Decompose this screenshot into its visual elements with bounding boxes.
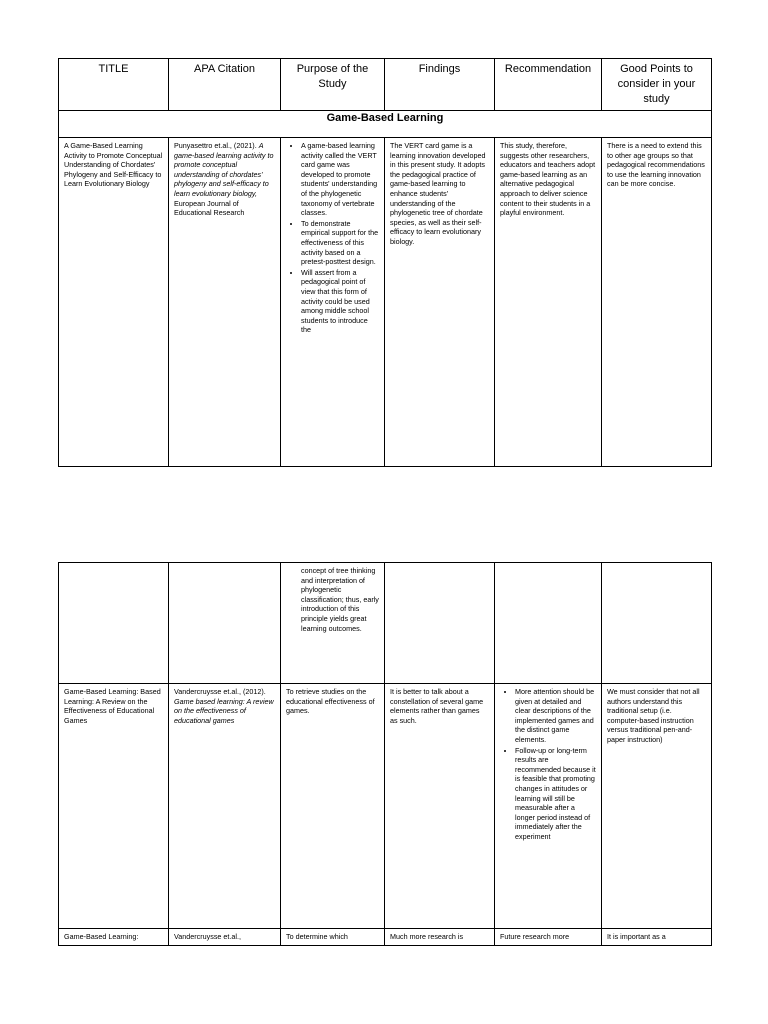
list-item: • To demonstrate empirical support for the effectiveness of this activity based on a pretest-posttest design. (301, 219, 379, 267)
row1-citation (169, 138, 281, 467)
table-row (59, 563, 712, 684)
table-row (59, 684, 712, 929)
row1-cont-good-points (602, 563, 712, 684)
row1-findings: The VERT card game is a learning innovation developed in this present study. It adopts the pedagogical practice of game-based learning to enhance students' understanding of the phylogenetic tree of chordate species, as well as their self-efficacy to learn evolutionary biology. (385, 138, 495, 467)
list-item: • Follow-up or long-term results are recommended because it is feasible that promoting changes in attitudes or learning will still be measurable after a longer period instead of immediately after the experiment (515, 746, 596, 842)
row1-title: A Game-Based Learning Activity to Promote Conceptual Understanding of Chordates' Phylogeny and Self-Efficacy to Learn Evolutionary Biology (59, 138, 169, 467)
header-recommendation: Recommendation (495, 59, 602, 111)
row2-good-points: We must consider that not all authors understand this traditional setup (i.e. computer-based instruction versus traditional pen-and-paper instruction) (602, 684, 712, 929)
row1-citation-journal: European Journal of Educational Research (174, 198, 245, 218)
list-item: • More attention should be given at detailed and clear descriptions of the implemented games and the distinct game elements. (515, 687, 596, 745)
row1-purpose-list (286, 141, 379, 335)
row2-recommendation-list (500, 687, 596, 842)
header-purpose: Purpose of the Study (281, 59, 385, 111)
row2-citation (169, 684, 281, 929)
header-title: TITLE (59, 59, 169, 111)
header-good-points: Good Points to consider in your study (602, 59, 712, 111)
row2-citation-author: Vandercruysse et.al., (2012). (174, 687, 266, 696)
table-row (59, 138, 712, 467)
row1-recommendation: This study, therefore, suggests other researchers, educators and teachers adopt game-based learning as an alternative pedagogical approach to deliver science content to their students in a playful environment. (495, 138, 602, 467)
row2-purpose: To retrieve studies on the educational effectiveness of games. (281, 684, 385, 929)
row1-cont-findings (385, 563, 495, 684)
row1-citation-author: Punyasettro et.al., (2021). (174, 141, 257, 150)
header-apa-citation: APA Citation (169, 59, 281, 111)
list-item: • A game-based learning activity called the VERT card game was developed to promote students' understanding of the phylogenetic taxonomy of vertebrate classes. (301, 141, 379, 218)
row3-citation: Vandercruysse et.al., (169, 929, 281, 946)
header-findings: Findings (385, 59, 495, 111)
row2-title: Game-Based Learning: Based Learning: A Review on the Effectiveness of Educational Games (59, 684, 169, 929)
row2-citation-title: Game based learning: A review on the effectiveness of educational games (174, 696, 274, 725)
row1-citation-title: A game-based learning activity to promote conceptual understanding of chordates' phylogeny and self-efficacy to learn evolutionary biology, (174, 141, 274, 198)
row1-cont-citation (169, 563, 281, 684)
row3-title: Game-Based Learning: (59, 929, 169, 946)
row3-good-points: It is important as a (602, 929, 712, 946)
section-row (59, 111, 712, 138)
row3-purpose: To determine which (281, 929, 385, 946)
review-table-page-1 (58, 58, 712, 467)
row2-findings: It is better to talk about a constellation of several game elements rather than games as such. (385, 684, 495, 929)
table-header-row (59, 59, 712, 111)
table-row (59, 929, 712, 946)
row1-purpose (281, 138, 385, 467)
row3-findings: Much more research is (385, 929, 495, 946)
row1-good-points: There is a need to extend this to other age groups so that pedagogical recommendations to use the learning innovation can be more concise. (602, 138, 712, 467)
row1-cont-title (59, 563, 169, 684)
row2-recommendation (495, 684, 602, 929)
row3-recommendation: Future research more (495, 929, 602, 946)
section-title: Game-Based Learning (59, 111, 712, 138)
list-item: • Will assert from a pedagogical point of view that this form of activity could be used among middle school students to introduce the (301, 268, 379, 335)
row1-cont-purpose: concept of tree thinking and interpretation of phylogenetic classification; thus, early introduction of this principle yields great learning outcomes. (281, 563, 385, 684)
row1-cont-recommendation (495, 563, 602, 684)
review-table-page-2 (58, 562, 712, 946)
